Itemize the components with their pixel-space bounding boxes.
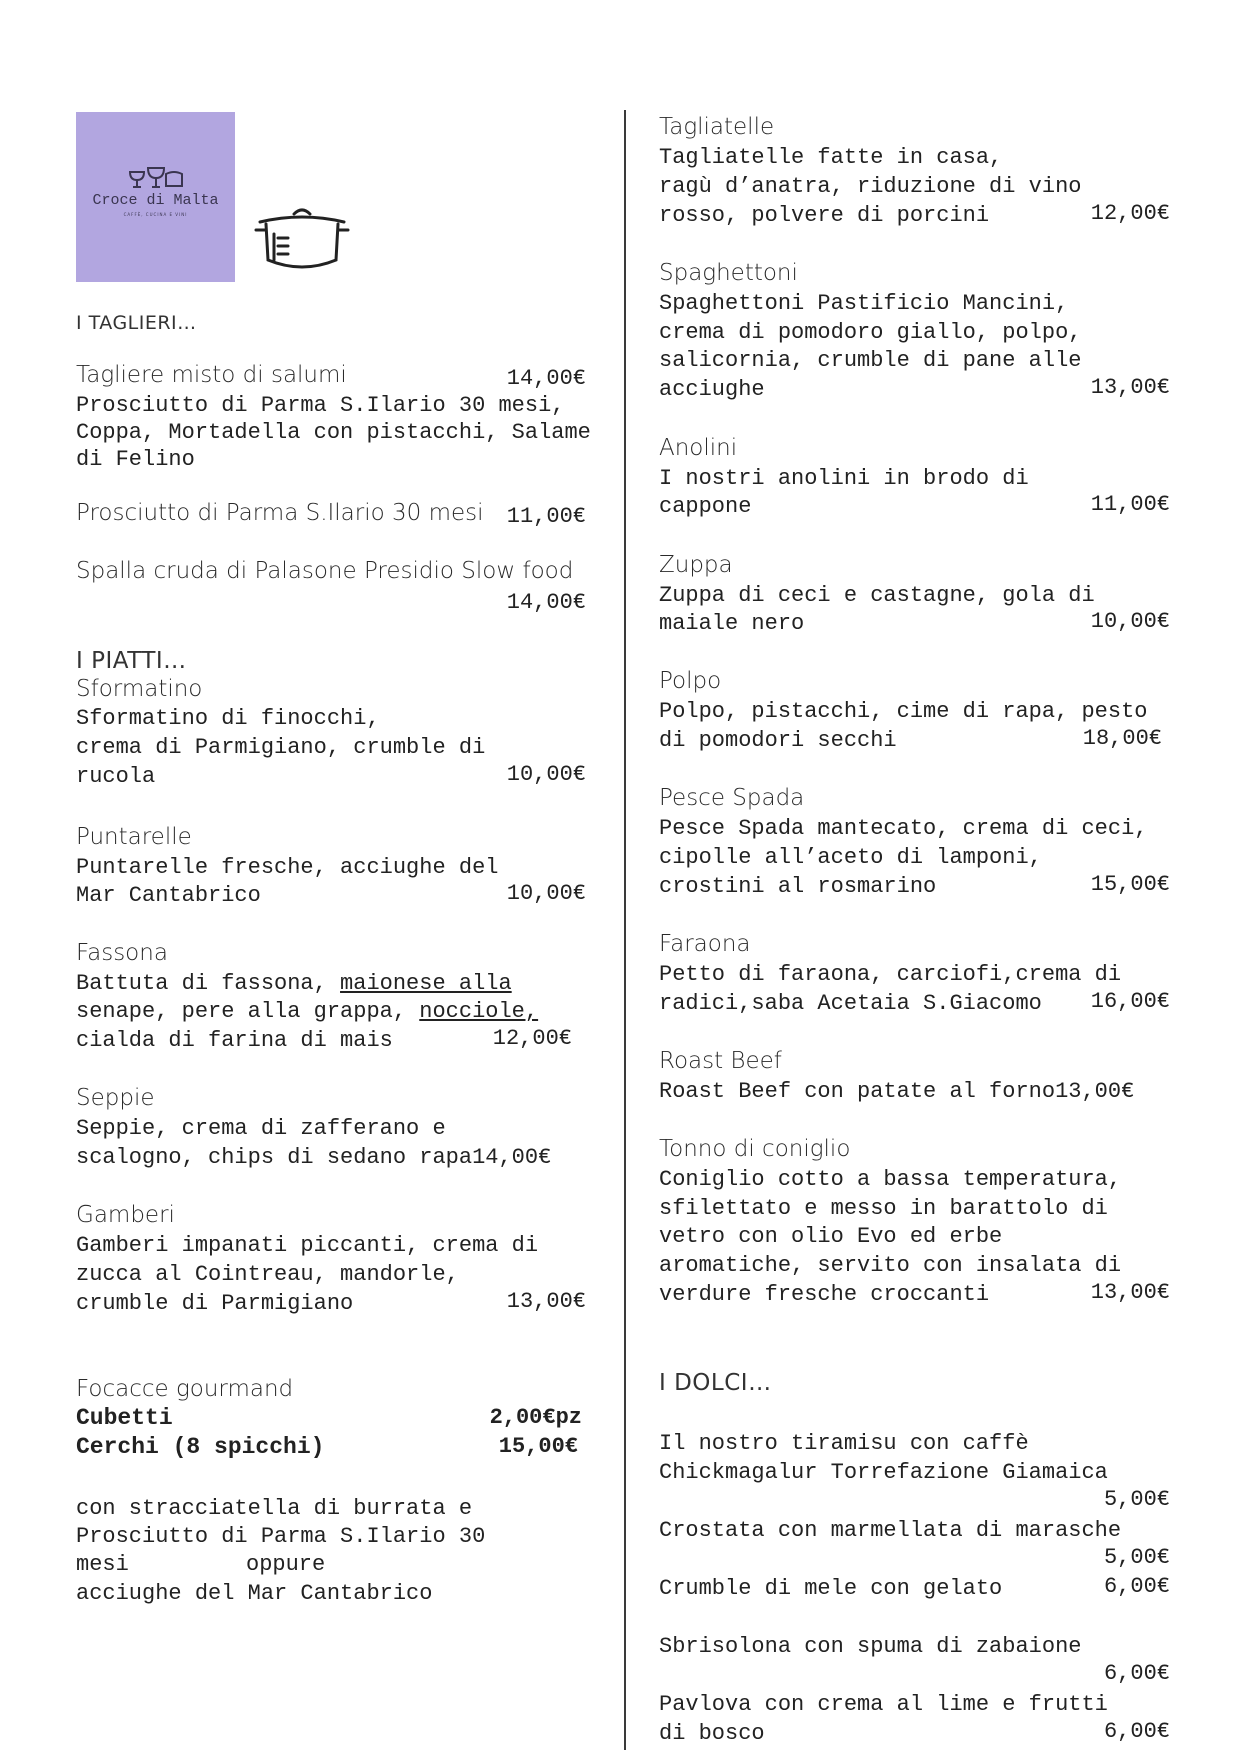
item-description: rucola bbox=[76, 764, 156, 789]
item-description: Mar Cantabrico bbox=[76, 883, 261, 908]
item-price: 6,00€ bbox=[1103, 1574, 1170, 1599]
item-name: Tagliatelle bbox=[659, 114, 775, 140]
item-description: acciughe bbox=[659, 377, 765, 402]
item-price: 10,00€ bbox=[506, 881, 586, 906]
item-description: Crostata con marmellata di marasche bbox=[659, 1518, 1122, 1543]
item-description: senape, pere alla grappa, nocciole, bbox=[76, 999, 539, 1024]
item-description: Zuppa di ceci e castagne, gola di bbox=[659, 583, 1095, 608]
item-price: 15,00€ bbox=[1090, 872, 1170, 897]
item-name: Anolini bbox=[659, 435, 738, 461]
item-price: 13,00€ bbox=[506, 1289, 586, 1314]
item-description: sfilettato e messo in barattolo di bbox=[659, 1196, 1108, 1221]
item-description: zucca al Cointreau, mandorle, bbox=[76, 1262, 459, 1287]
item-description: Sformatino di finocchi, bbox=[76, 706, 380, 731]
item-name: Gamberi bbox=[76, 1202, 175, 1228]
item-price: 5,00€ bbox=[1103, 1545, 1170, 1570]
item-description: Coppa, Mortadella con pistacchi, Salame bbox=[76, 420, 591, 445]
item-description: Crumble di mele con gelato bbox=[659, 1576, 1003, 1601]
item-description: crumble di Parmigiano bbox=[76, 1291, 354, 1316]
item-description: Petto di faraona, carciofi,crema di bbox=[659, 962, 1122, 987]
item-price: 15,00€ bbox=[498, 1434, 578, 1459]
item-price: 18,00€ bbox=[1082, 726, 1162, 751]
item-name: Puntarelle bbox=[76, 824, 192, 850]
item-name: Cerchi (8 spicchi) bbox=[76, 1434, 325, 1460]
item-name: Spalla cruda di Palasone Presidio Slow food bbox=[76, 558, 574, 584]
item-description: maiale nero bbox=[659, 611, 805, 636]
item-description: radici,saba Acetaia S.Giacomo bbox=[659, 991, 1042, 1016]
item-description: scalogno, chips di sedano rapa14,00€ bbox=[76, 1145, 552, 1170]
item-price: 10,00€ bbox=[1090, 609, 1170, 634]
item-description: Tagliatelle fatte in casa, bbox=[659, 145, 1003, 170]
item-price: 13,00€ bbox=[1090, 375, 1170, 400]
item-price: 10,00€ bbox=[506, 762, 586, 787]
item-description: ragù d’anatra, riduzione di vino bbox=[659, 174, 1082, 199]
item-price: 2,00€pz bbox=[489, 1405, 582, 1430]
item-description: I nostri anolini in brodo di bbox=[659, 466, 1029, 491]
item-description: Sbrisolona con spuma di zabaione bbox=[659, 1634, 1082, 1659]
item-description: Pesce Spada mantecato, crema di ceci, bbox=[659, 816, 1148, 841]
item-description: di Felino bbox=[76, 447, 195, 472]
item-description: di bosco bbox=[659, 1721, 765, 1746]
item-description: Chickmagalur Torrefazione Giamaica bbox=[659, 1460, 1108, 1485]
item-description: con stracciatella di burrata e bbox=[76, 1496, 473, 1521]
logo-tagline: CAFFÈ, CUCINA E VINI bbox=[123, 212, 188, 217]
item-name: Seppie bbox=[76, 1085, 155, 1111]
item-description: cipolle all’aceto di lamponi, bbox=[659, 845, 1042, 870]
item-description: aromatiche, servito con insalata di bbox=[659, 1253, 1122, 1278]
item-description: Gamberi impanati piccanti, crema di bbox=[76, 1233, 539, 1258]
item-description: Spaghettoni Pastificio Mancini, bbox=[659, 291, 1069, 316]
item-name: Faraona bbox=[659, 931, 751, 957]
item-price: 11,00€ bbox=[506, 504, 586, 529]
item-price: 12,00€ bbox=[492, 1026, 572, 1051]
item-description: crema di Parmigiano, crumble di bbox=[76, 735, 486, 760]
item-description: Pavlova con crema al lime e frutti bbox=[659, 1692, 1108, 1717]
item-name: Spaghettoni bbox=[659, 260, 798, 286]
item-description: Roast Beef con patate al forno13,00€ bbox=[659, 1079, 1135, 1104]
item-price: 16,00€ bbox=[1090, 989, 1170, 1014]
item-price: 13,00€ bbox=[1090, 1280, 1170, 1305]
item-name: Fassona bbox=[76, 940, 168, 966]
item-description: rosso, polvere di porcini bbox=[659, 203, 990, 228]
item-price: 14,00€ bbox=[506, 366, 586, 391]
item-description: crema di pomodoro giallo, polpo, bbox=[659, 320, 1082, 345]
item-description: verdure fresche croccanti bbox=[659, 1282, 990, 1307]
item-name: Tonno di coniglio bbox=[659, 1136, 851, 1162]
item-description: acciughe del Mar Cantabrico bbox=[76, 1581, 433, 1606]
item-description: Seppie, crema di zafferano e bbox=[76, 1116, 446, 1141]
item-description: Coniglio cotto a bassa temperatura, bbox=[659, 1167, 1122, 1192]
item-price: 12,00€ bbox=[1090, 201, 1170, 226]
item-description: crostini al rosmarino bbox=[659, 874, 937, 899]
item-name: Polpo bbox=[659, 668, 722, 694]
section-title-piatti: I PIATTI… bbox=[76, 648, 187, 674]
item-description: Battuta di fassona, maionese alla bbox=[76, 971, 512, 996]
item-price: 14,00€ bbox=[506, 590, 586, 615]
item-name: Pesce Spada bbox=[659, 785, 805, 811]
glasses-icon bbox=[128, 164, 184, 190]
item-price: 5,00€ bbox=[1103, 1487, 1170, 1512]
item-description: mesi bbox=[76, 1552, 129, 1577]
item-description: Puntarelle fresche, acciughe del bbox=[76, 855, 499, 880]
item-description: di pomodori secchi bbox=[659, 728, 897, 753]
item-description: cappone bbox=[659, 494, 752, 519]
item-price: 11,00€ bbox=[1090, 492, 1170, 517]
section-title-taglieri: I TAGLIERI… bbox=[76, 312, 197, 334]
item-name: Sformatino bbox=[76, 676, 203, 702]
restaurant-logo bbox=[76, 112, 235, 282]
item-price: 6,00€ bbox=[1103, 1719, 1170, 1744]
cooking-pot-icon bbox=[254, 204, 350, 276]
item-description: Polpo, pistacchi, cime di rapa, pesto bbox=[659, 699, 1148, 724]
item-name: Cubetti bbox=[76, 1405, 173, 1431]
item-name: Zuppa bbox=[659, 552, 733, 578]
section-title-focacce: Focacce gourmand bbox=[76, 1376, 294, 1402]
item-name: Prosciutto di Parma S.Ilario 30 mesi bbox=[76, 500, 484, 526]
item-name: Tagliere misto di salumi bbox=[76, 362, 347, 388]
item-description: cialda di farina di mais bbox=[76, 1028, 393, 1053]
section-title-dolci: I DOLCI… bbox=[659, 1370, 772, 1396]
item-description: vetro con olio Evo ed erbe bbox=[659, 1224, 1003, 1249]
item-price: 6,00€ bbox=[1103, 1661, 1170, 1686]
item-description: Il nostro tiramisu con caffè bbox=[659, 1431, 1029, 1456]
item-description: Prosciutto di Parma S.Ilario 30 mesi, bbox=[76, 393, 565, 418]
logo-name: Croce di Malta bbox=[92, 192, 219, 209]
item-description: salicornia, crumble di pane alle bbox=[659, 348, 1082, 373]
item-description: oppure bbox=[246, 1552, 326, 1577]
item-description: Prosciutto di Parma S.Ilario 30 bbox=[76, 1524, 486, 1549]
column-divider bbox=[624, 110, 626, 1750]
item-name: Roast Beef bbox=[659, 1048, 782, 1074]
